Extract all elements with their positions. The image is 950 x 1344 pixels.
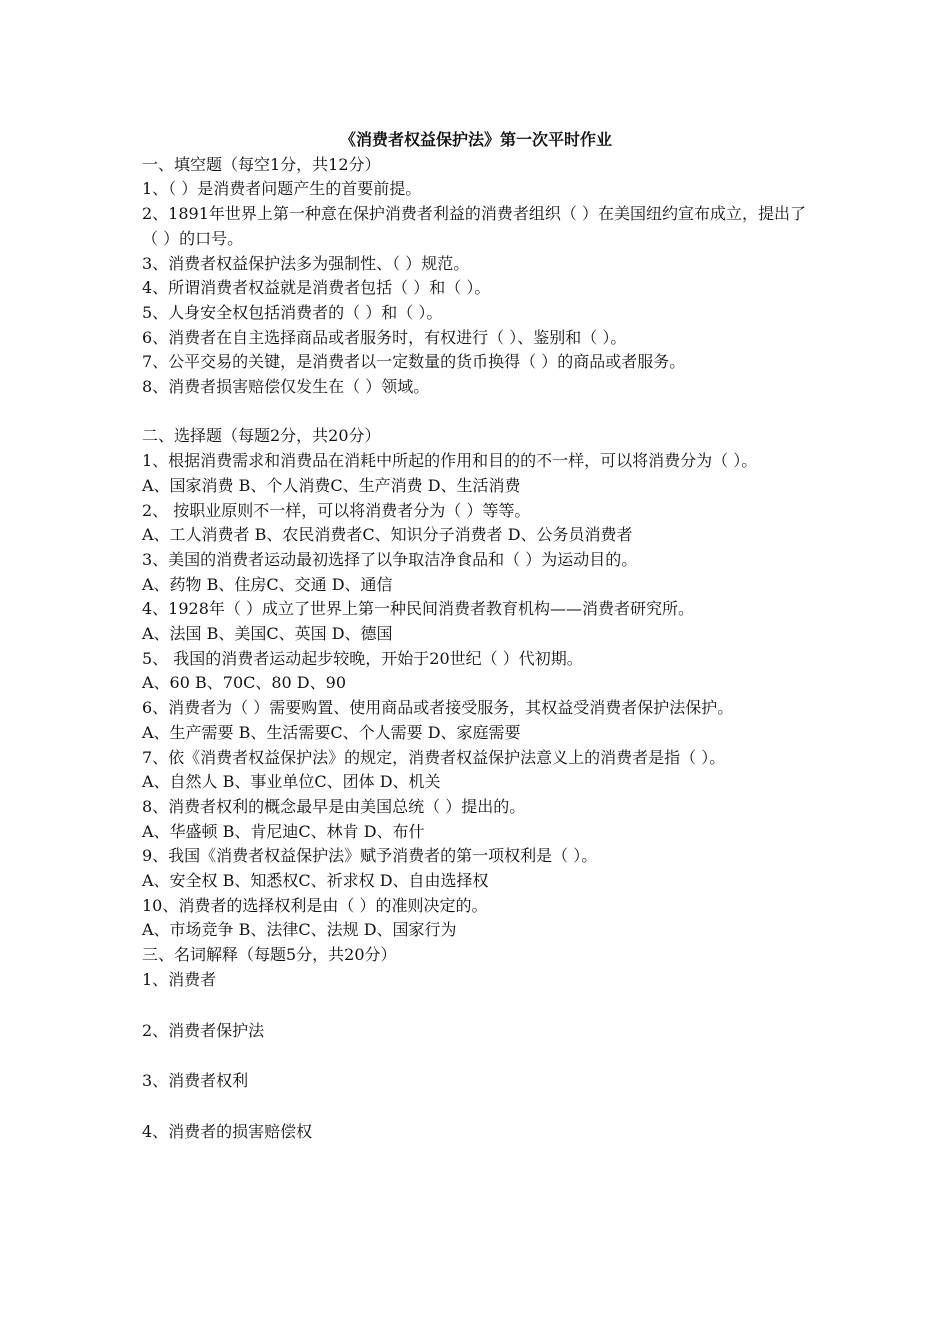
document-page (142, 128, 810, 1145)
question-item: 4、所谓消费者权益就是消费者包括（ ）和（ ）。 (142, 278, 491, 298)
section-heading: 一、填空题（每空1分，共12分） (142, 154, 381, 174)
answer-options: A、安全权 B、知悉权C、祈求权 D、自由选择权 (142, 871, 489, 891)
question-item: 7、公平交易的关键，是消费者以一定数量的货币换得（ ）的商品或者服务。 (142, 352, 686, 372)
answer-options: A、市场竞争 B、法律C、法规 D、国家行为 (142, 920, 457, 940)
answer-options: A、自然人 B、事业单位C、团体 D、机关 (142, 772, 441, 792)
term-item: 2、消费者保护法 (142, 1020, 265, 1040)
document-title: 《消费者权益保护法》第一次平时作业 (339, 130, 612, 149)
fill-in-blank-section (142, 153, 810, 400)
answer-options: A、国家消费 B、个人消费C、生产消费 D、生活消费 (142, 475, 521, 495)
question-item: 5、 我国的消费者运动起步较晚，开始于20世纪（ ）代初期。 (142, 648, 583, 668)
answer-options: A、药物 B、住房C、交通 D、通信 (142, 574, 393, 594)
question-item: 10、消费者的选择权利是由（ ）的准则决定的。 (142, 895, 488, 915)
question-item: 7、依《消费者权益保护法》的规定，消费者权益保护法意义上的消费者是指（ ）。 (142, 747, 726, 767)
answer-options: A、生产需要 B、生活需要C、个人需要 D、家庭需要 (142, 722, 521, 742)
section-spacer (142, 400, 810, 425)
question-item: 4、1928年（ ）成立了世界上第一种民间消费者教育机构——消费者研究所。 (142, 599, 694, 619)
answer-options: A、法国 B、美国C、英国 D、德国 (142, 624, 393, 644)
question-item: 3、消费者权益保护法多为强制性、（ ）规范。 (142, 253, 470, 273)
question-item: 8、消费者损害赔偿仅发生在（ ）领域。 (142, 377, 430, 397)
section-heading: 二、选择题（每题2分，共20分） (142, 426, 381, 446)
question-item: 2、 按职业原则不一样，可以将消费者分为（ ）等等。 (142, 500, 531, 520)
question-item: 9、我国《消费者权益保护法》赋予消费者的第一项权利是（ ）。 (142, 846, 598, 866)
answer-options: A、华盛顿 B、肯尼迪C、林肯 D、布什 (142, 821, 425, 841)
question-item: 1、（ ）是消费者问题产生的首要前提。 (142, 179, 422, 199)
question-item: 6、消费者在自主选择商品或者服务时，有权进行（ ）、鉴别和（ ）。 (142, 327, 627, 347)
question-item: 8、消费者权利的概念最早是由美国总统（ ）提出的。 (142, 796, 526, 816)
question-item: 1、根据消费需求和消费品在消耗中所起的作用和目的的不一样，可以将消费分为（ ）。 (142, 451, 758, 471)
term-definition-section (142, 943, 810, 1145)
term-item: 1、消费者 (142, 969, 217, 989)
section-heading: 三、名词解释（每题5分，共20分） (142, 945, 397, 965)
answer-options: A、工人消费者 B、农民消费者C、知识分子消费者 D、公务员消费者 (142, 525, 633, 545)
term-item: 4、消费者的损害赔偿权 (142, 1121, 313, 1141)
multiple-choice-section (142, 424, 810, 943)
answer-space (142, 1043, 810, 1069)
question-item: 3、美国的消费者运动最初选择了以争取洁净食品和（ ）为运动目的。 (142, 549, 638, 569)
question-item: 2、1891年世界上第一种意在保护消费者利益的消费者组织（ ）在美国纽约宣布成立，提出了（ ）的口号。 (142, 204, 806, 248)
answer-options: A、60 B、70C、80 D、90 (142, 673, 346, 693)
term-item: 3、消费者权利 (142, 1071, 249, 1091)
question-item: 6、消费者为（ ）需要购置、使用商品或者接受服务，其权益受消费者保护法保护。 (142, 698, 734, 718)
answer-space (142, 993, 810, 1019)
answer-space (142, 1094, 810, 1120)
question-item: 5、人身安全权包括消费者的（ ）和（ ）。 (142, 302, 443, 322)
